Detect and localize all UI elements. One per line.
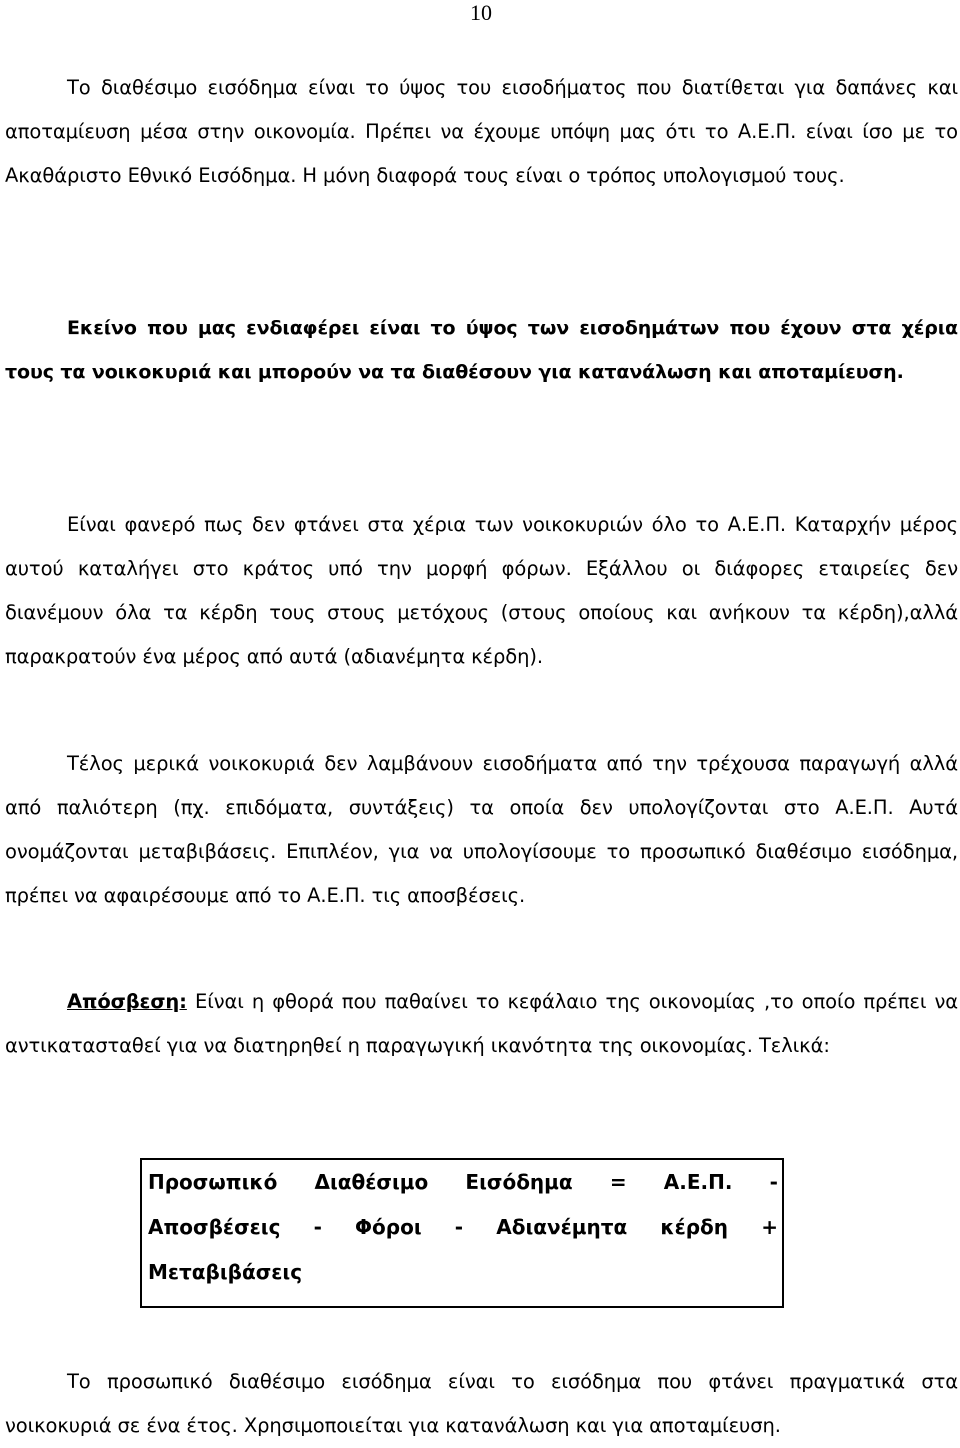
paragraph-gdp-distribution: Είναι φανερό πως δεν φτάνει στα χέρια των νοικοκυριών όλο το Α.Ε.Π. Καταρχήν μέρος αυτού καταλήγει στο κράτος υπό την μορφή φόρων. Εξάλλου οι διάφορες εταιρείες δεν διανέμουν όλα τα κέρδη τους στους μετόχους (στους οποίους και ανήκουν τα κέρδη),αλλά παρακρατούν ένα μέρος από αυτά (αδιανέμητα κέρδη). [5, 513, 958, 668]
formula-operator: - [454, 1215, 464, 1239]
formula-term: Προσωπικό [148, 1170, 278, 1194]
paragraph-disposable-income: Το διαθέσιμο εισόδημα είναι το ύψος του εισοδήματος που διατίθεται για δαπάνες και αποταμίευση μέσα στην οικονομία. Πρέπει να έχουμε υπόψη μας ότι το Α.Ε.Π. είναι ίσο με το Ακαθάριστο Εθνικό Εισόδημα. Η μόνη διαφορά τους είναι ο τρόπος υπολογισμού τους. [5, 76, 958, 187]
formula-term: Μεταβιβάσεις [148, 1260, 303, 1284]
formula-line-2 [148, 1205, 778, 1250]
formula-term: Εισόδημα [465, 1170, 573, 1194]
formula-term: κέρδη [660, 1215, 729, 1239]
depreciation-term: Απόσβεση: [67, 990, 187, 1013]
formula-line-3 [148, 1250, 778, 1295]
formula-box [140, 1158, 784, 1308]
formula-term: Αποσβέσεις [148, 1215, 281, 1239]
formula-term: Φόροι [355, 1215, 422, 1239]
paragraph-personal-disposable-income: Το προσωπικό διαθέσιμο εισόδημα είναι το εισόδημα που φτάνει πραγματικά στα νοικοκυριά σε ένα έτος. Χρησιμοποιείται για κατανάλωση και για αποταμίευση. [5, 1370, 958, 1437]
paragraph-household-income: Εκείνο που μας ενδιαφέρει είναι το ύψος των εισοδημάτων που έχουν στα χέρια τους τα νοικοκυριά και μπορούν να τα διαθέσουν για κατανάλωση και αποταμίευση. [5, 317, 958, 383]
formula-operator: - [313, 1215, 322, 1239]
formula-term: Διαθέσιμο [314, 1170, 429, 1194]
depreciation-definition-text: Είναι η φθορά που παθαίνει το κεφάλαιο της οικονομίας ,το οποίο πρέπει να αντικατασταθεί για να διατηρηθεί η παραγωγική ικανότητα της οικονομίας. Τελικά: [5, 990, 958, 1057]
formula-operator: + [761, 1215, 778, 1239]
paragraph-depreciation-definition [5, 980, 958, 1068]
formula-term: Αδιανέμητα [496, 1215, 628, 1239]
paragraph-transfers: Τέλος μερικά νοικοκυριά δεν λαμβάνουν εισοδήματα από την τρέχουσα παραγωγή αλλά από παλιότερη (πχ. επιδόματα, συντάξεις) τα οποία δεν υπολογίζονται στο Α.Ε.Π. Αυτά ονομάζονται μεταβιβάσεις. Επιπλέον, για να υπολογίσουμε το προσωπικό διαθέσιμο εισόδημα, πρέπει να αφαιρέσουμε από το Α.Ε.Π. τις αποσβέσεις. [5, 752, 958, 907]
formula-line-1 [148, 1160, 778, 1205]
formula-operator: - [769, 1170, 778, 1194]
formula-operator: = [609, 1170, 627, 1194]
formula-term: Α.Ε.Π. [663, 1170, 733, 1194]
page-number: 10 [470, 0, 492, 25]
